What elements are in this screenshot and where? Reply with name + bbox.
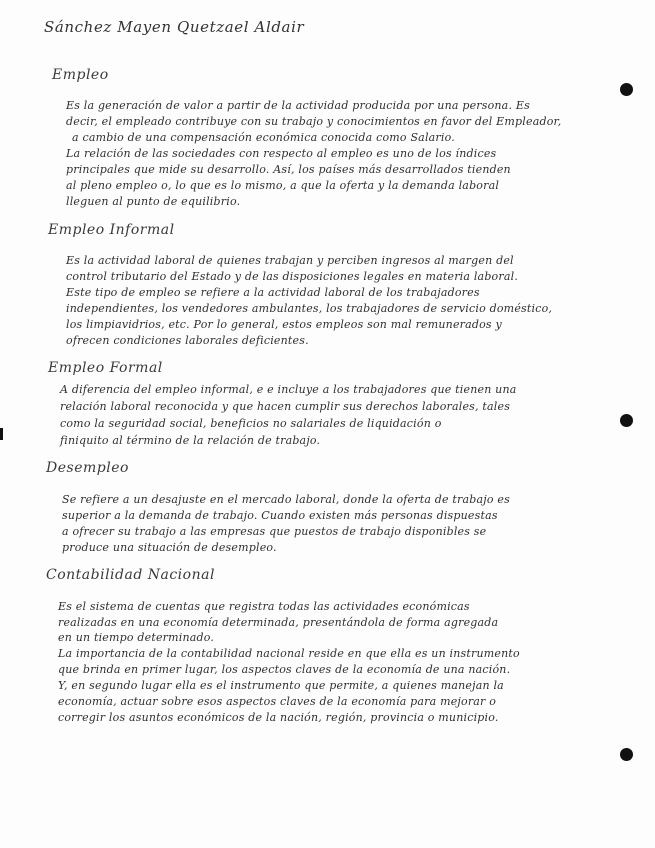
author-name: Sánchez Mayen Quetzael Aldair bbox=[44, 18, 305, 36]
text-line: corregir los asuntos económicos de la nación, región, provincia o municipio. bbox=[58, 711, 499, 724]
text-line: decir, el empleado contribuye con su trabajo y conocimientos en favor del Empleador, bbox=[66, 115, 562, 128]
section-heading-empleo-informal: Empleo Informal bbox=[48, 222, 175, 238]
section-heading-empleo-formal: Empleo Formal bbox=[48, 360, 163, 376]
text-line: control tributario del Estado y de las disposiciones legales en materia laboral. bbox=[66, 270, 519, 283]
section-heading-desempleo: Desempleo bbox=[46, 460, 129, 476]
text-line: realizadas en una economía determinada, presentándola de forma agregada bbox=[58, 616, 499, 629]
text-line: Se refiere a un desajuste en el mercado laboral, donde la oferta de trabajo es bbox=[62, 493, 510, 506]
text-line: Es el sistema de cuentas que registra todas las actividades económicas bbox=[58, 600, 470, 613]
text-line: Es la actividad laboral de quienes trabajan y perciben ingresos al margen del bbox=[66, 254, 514, 267]
text-line: Y, en segundo lugar ella es el instrumento que permite, a quienes manejan la bbox=[58, 679, 504, 692]
text-line: La importancia de la contabilidad nacional reside en que ella es un instrumento bbox=[58, 647, 520, 660]
binder-hole-icon bbox=[620, 748, 633, 761]
text-line: relación laboral reconocida y que hacen cumplir sus derechos laborales, tales bbox=[60, 400, 511, 413]
text-line: a cambio de una compensación económica conocida como Salario. bbox=[72, 131, 455, 144]
text-line: principales que mide su desarrollo. Así, los países más desarrollados tienden bbox=[66, 163, 511, 176]
text-line: produce una situación de desempleo. bbox=[62, 541, 277, 554]
text-line: los limpiavidrios, etc. Por lo general, estos empleos son mal remunerados y bbox=[66, 318, 502, 331]
text-line: como la seguridad social, beneficios no salariales de liquidación o bbox=[60, 417, 442, 430]
text-line: Este tipo de empleo se refiere a la actividad laboral de los trabajadores bbox=[66, 286, 480, 299]
text-line: ofrecen condiciones laborales deficientes. bbox=[66, 334, 309, 347]
section-heading-contabilidad-nacional: Contabilidad Nacional bbox=[46, 567, 215, 583]
text-line: La relación de las sociedades con respecto al empleo es uno de los índices bbox=[66, 147, 497, 160]
text-line: Es la generación de valor a partir de la actividad producida por una persona. Es bbox=[66, 99, 530, 112]
text-line: al pleno empleo o, lo que es lo mismo, a que la oferta y la demanda laboral bbox=[66, 179, 500, 192]
text-line: A diferencia del empleo informal, e e incluye a los trabajadores que tienen una bbox=[60, 383, 517, 396]
text-line: economía, actuar sobre esos aspectos claves de la economía para mejorar o bbox=[58, 695, 497, 708]
text-line: superior a la demanda de trabajo. Cuando existen más personas dispuestas bbox=[62, 509, 498, 522]
edge-mark bbox=[0, 428, 3, 440]
text-line: independientes, los vendedores ambulantes, los trabajadores de servicio doméstico, bbox=[66, 302, 553, 315]
text-line: en un tiempo determinado. bbox=[58, 631, 215, 644]
text-line: lleguen al punto de equilibrio. bbox=[66, 195, 241, 208]
binder-hole-icon bbox=[620, 414, 633, 427]
text-line: a ofrecer su trabajo a las empresas que puestos de trabajo disponibles se bbox=[62, 525, 487, 538]
section-heading-empleo: Empleo bbox=[52, 67, 109, 83]
text-line: finiquito al término de la relación de trabajo. bbox=[60, 434, 321, 447]
text-line: que brinda en primer lugar, los aspectos claves de la economía de una nación. bbox=[58, 663, 511, 676]
binder-hole-icon bbox=[620, 83, 633, 96]
